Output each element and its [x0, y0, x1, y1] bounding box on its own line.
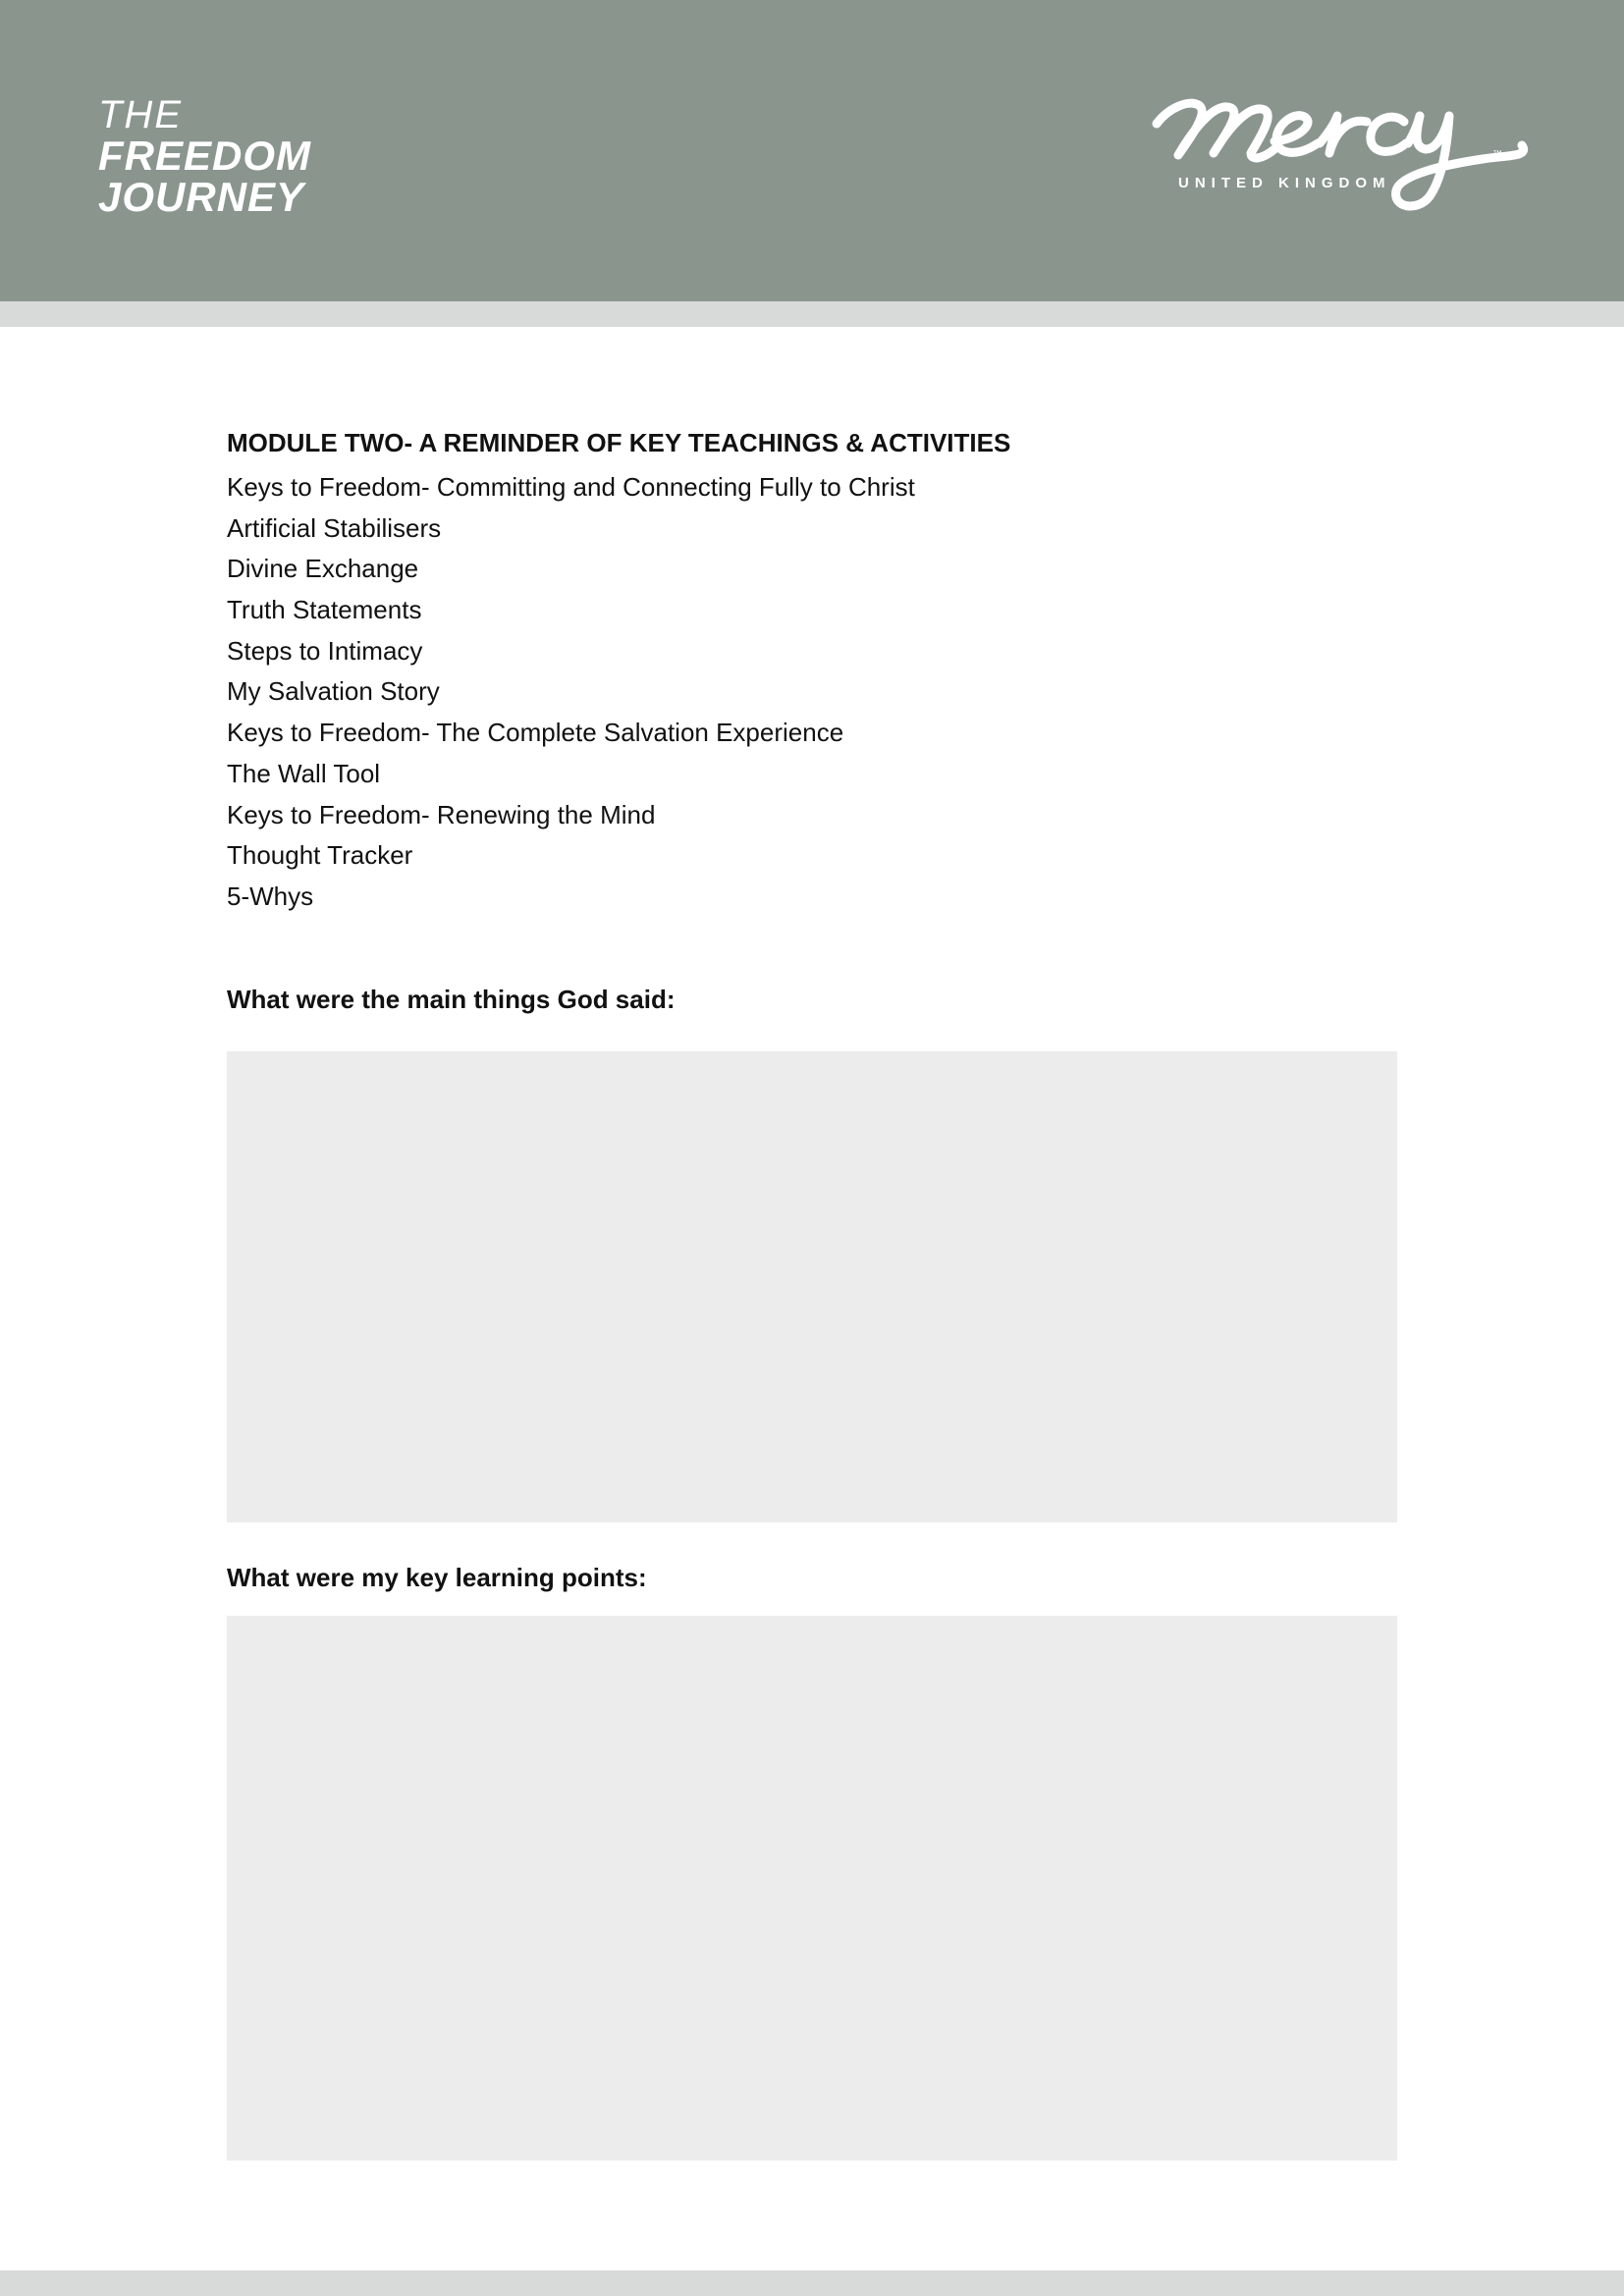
header-divider-strip	[0, 301, 1624, 327]
list-item: Steps to Intimacy	[227, 635, 423, 666]
answer-box-learning-points[interactable]	[227, 1616, 1397, 2161]
module-title: MODULE TWO- A REMINDER OF KEY TEACHINGS & ACTIVITIES	[227, 428, 1011, 457]
brand-line-journey: JOURNEY	[98, 174, 305, 220]
page-header	[0, 0, 1624, 301]
trademark-mark: ™	[1492, 149, 1502, 160]
list-item: Keys to Freedom- Renewing the Mind	[227, 799, 656, 829]
logo-tagline: UNITED KINGDOM	[1178, 175, 1391, 191]
list-item: Thought Tracker	[227, 840, 413, 871]
list-item: The Wall Tool	[227, 758, 381, 788]
freedom-journey-brand	[98, 94, 311, 218]
list-item: My Salvation Story	[227, 676, 440, 707]
footer-strip	[0, 2270, 1624, 2296]
topic-list	[227, 467, 1397, 918]
list-item: Truth Statements	[227, 595, 422, 625]
list-item: Keys to Freedom- The Complete Salvation Experience	[227, 718, 844, 748]
list-item: 5-Whys	[227, 881, 314, 911]
answer-box-god-said[interactable]	[227, 1051, 1397, 1522]
list-item: Divine Exchange	[227, 554, 419, 584]
brand-line-the: THE	[98, 93, 183, 136]
question-learning-points: What were my key learning points:	[227, 1563, 647, 1592]
module-summary	[227, 426, 1397, 918]
mercy-logo	[1149, 88, 1542, 236]
list-item: Keys to Freedom- Committing and Connecting Fully to Christ	[227, 472, 915, 502]
mercy-wordmark-icon	[1149, 88, 1542, 236]
list-item: Artificial Stabilisers	[227, 512, 442, 543]
question-god-said: What were the main things God said:	[227, 985, 676, 1014]
brand-line-freedom: FREEDOM	[98, 133, 311, 179]
